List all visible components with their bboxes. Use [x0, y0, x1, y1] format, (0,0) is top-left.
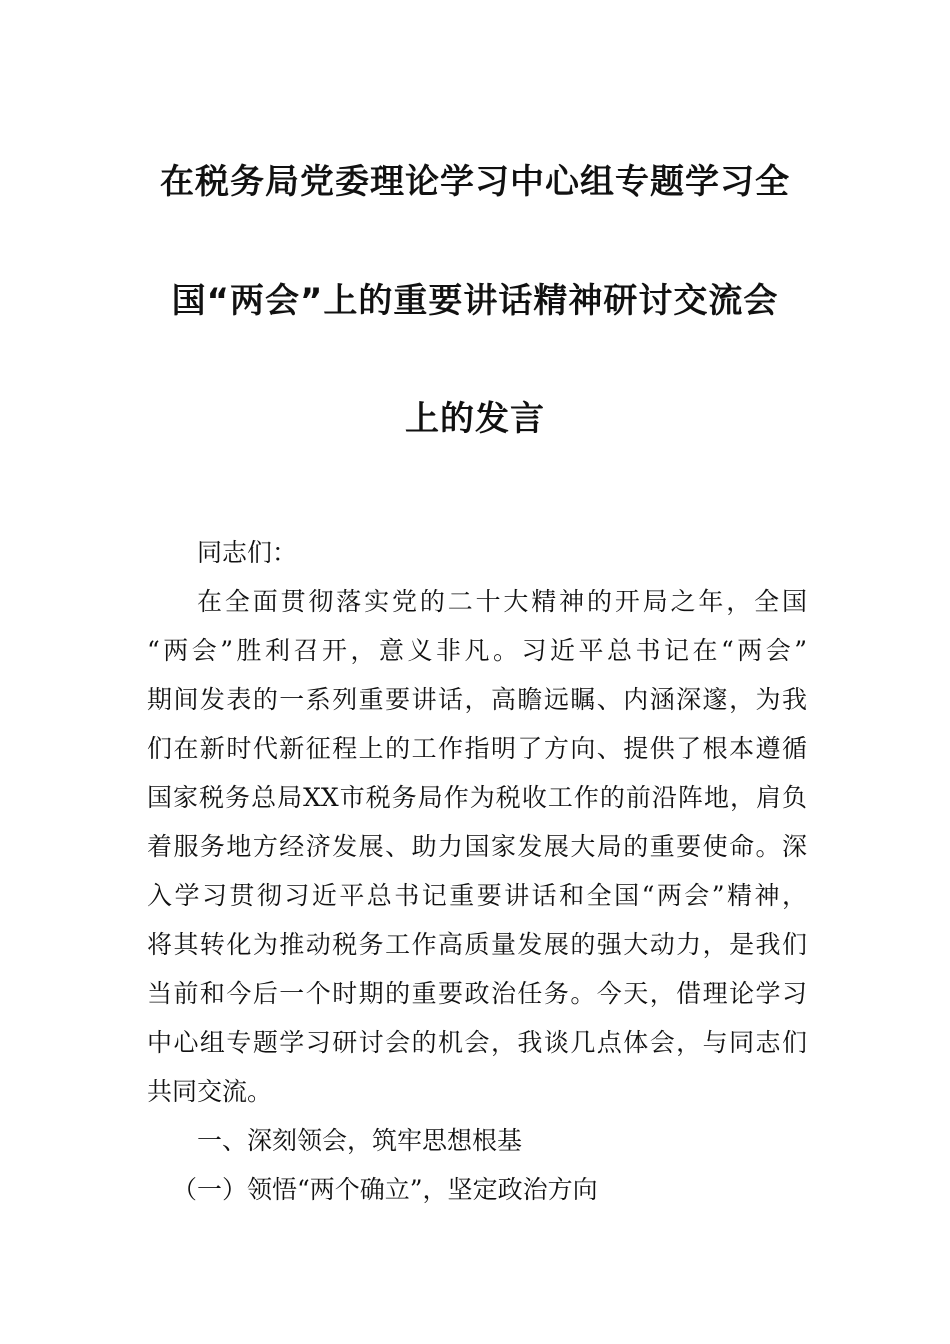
paragraph-line: 们在新时代新征程上的工作指明了方向、提供了根本遵循 — [147, 734, 807, 763]
paragraph-line-last: 共同交流。 — [147, 1077, 273, 1106]
title-line-2: 国“两会”上的重要讲话精神研讨交流会 — [171, 281, 779, 321]
paragraph-line: 将其转化为推动税务工作高质量发展的强大动力，是我们 — [147, 930, 807, 959]
paragraph-line: 期间发表的一系列重要讲话，高瞻远瞩、内涵深邃，为我 — [147, 685, 807, 714]
greeting: 同志们： — [197, 538, 298, 567]
paragraph-line: 入学习贯彻习近平总书记重要讲话和全国“两会”精神， — [147, 881, 807, 910]
subsection-heading: （一）领悟“两个确立”，坚定政治方向 — [172, 1175, 598, 1204]
section-heading: 一、深刻领会，筑牢思想根基 — [197, 1126, 523, 1155]
paragraph-line: 着服务地方经济发展、助力国家发展大局的重要使命。深 — [147, 832, 807, 861]
paragraph-line: “两会”胜利召开，意义非凡。习近平总书记在“两会” — [147, 636, 807, 665]
paragraph-line: 中心组专题学习研讨会的机会，我谈几点体会，与同志们 — [147, 1028, 807, 1057]
paragraph-line: 在全面贯彻落实党的二十大精神的开局之年，全国 — [197, 587, 807, 616]
paragraph-line: 当前和今后一个时期的重要政治任务。今天，借理论学习 — [147, 979, 807, 1008]
title-line-1: 在税务局党委理论学习中心组专题学习全 — [160, 162, 790, 202]
title-line-3: 上的发言 — [405, 399, 545, 439]
paragraph-line: 国家税务总局XX市税务局作为税收工作的前沿阵地，肩负 — [147, 783, 807, 812]
